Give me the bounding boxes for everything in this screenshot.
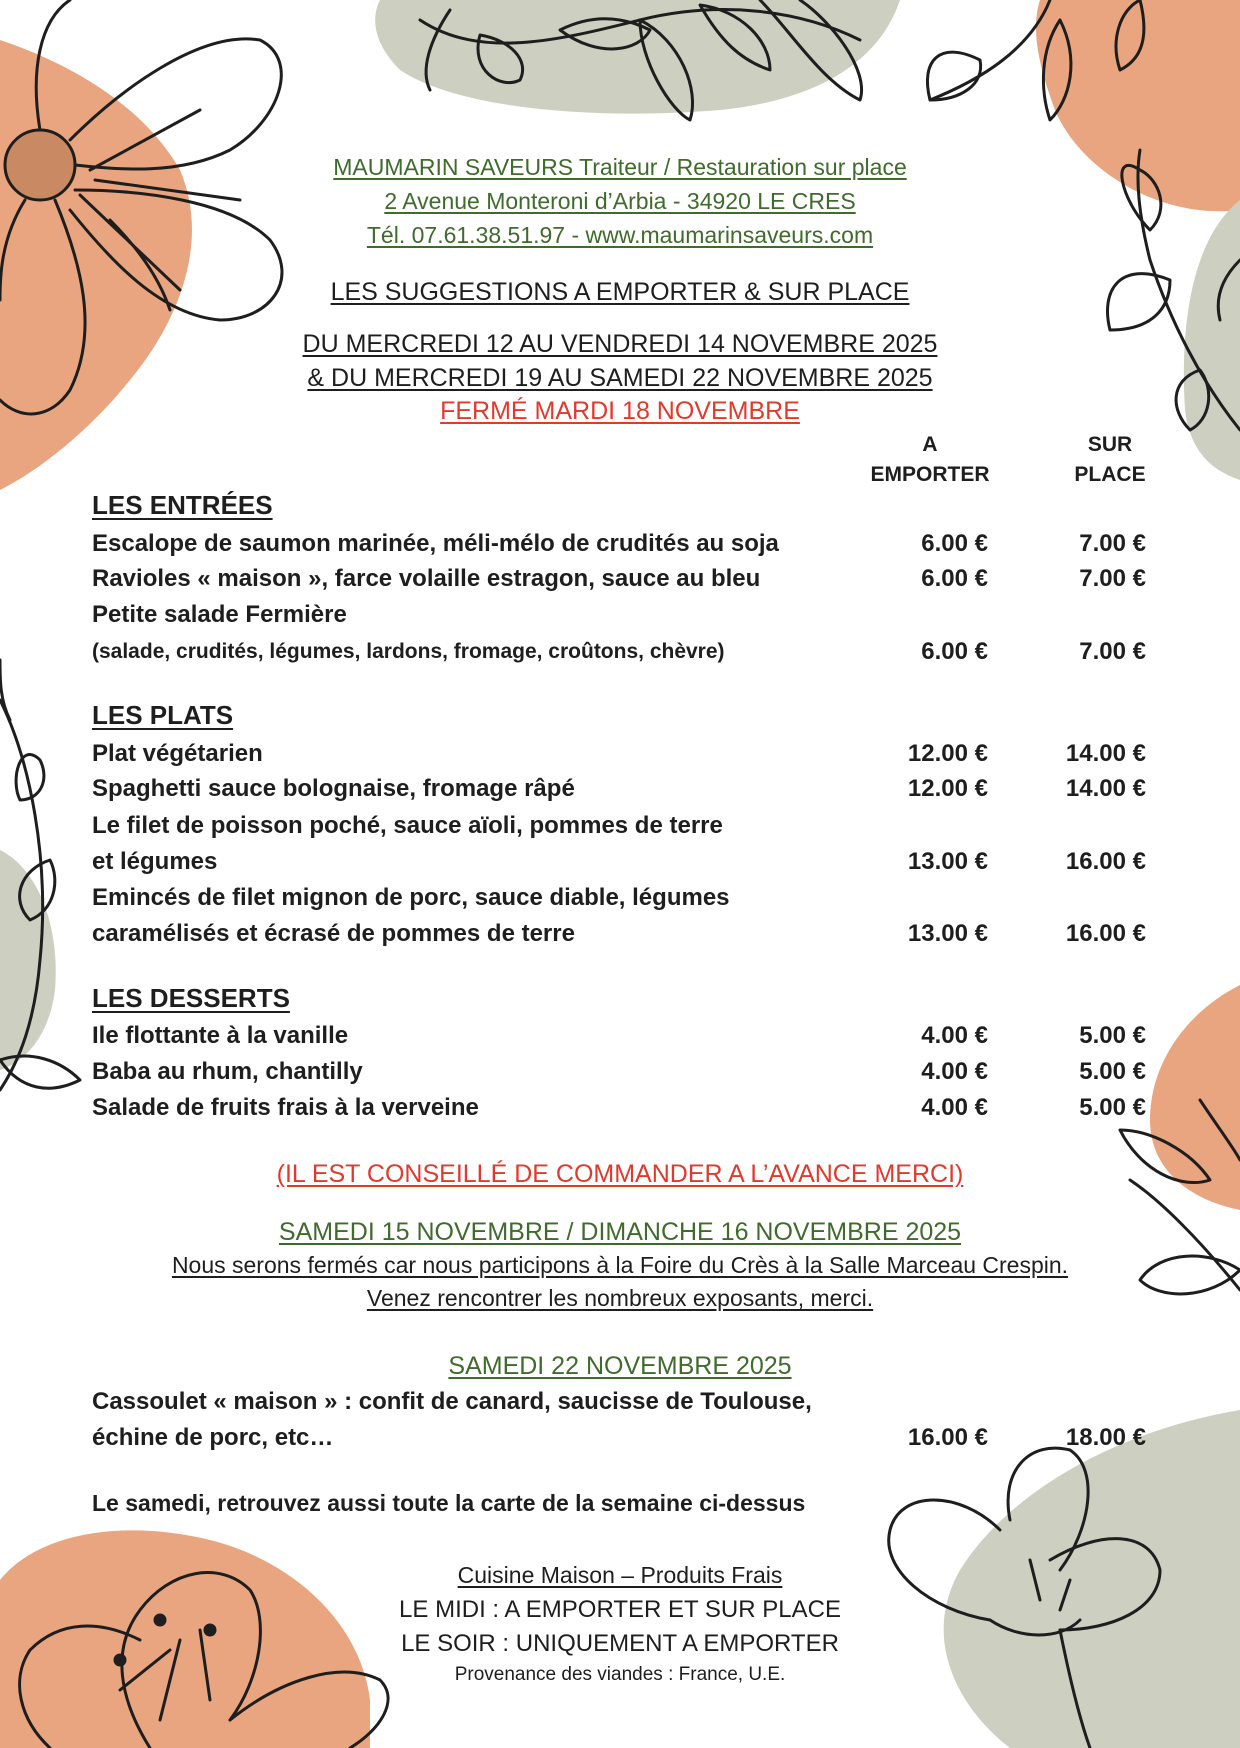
price-takeaway: 4.00 €	[921, 1094, 988, 1121]
weekend-invite-text: Venez rencontrer les nombreux exposants, merci.	[366, 1285, 874, 1311]
price-takeaway: 12.00 €	[907, 740, 988, 767]
section-heading-entrees: LES ENTRÉES	[92, 490, 273, 520]
price-onsite: 14.00 €	[1065, 740, 1146, 767]
price-takeaway: 6.00 €	[921, 565, 988, 592]
saturday-special-name-continued: échine de porc, etc…	[92, 1424, 334, 1451]
column-header-onsite-line2: PLACE	[1074, 463, 1146, 486]
menu-item-name-continued: caramélisés et écrasé de pommes de terre	[92, 920, 575, 947]
column-header-onsite-line1: SUR	[1087, 433, 1133, 456]
menu-item-name: Plat végétarien	[92, 740, 263, 767]
price-onsite: 7.00 €	[1079, 530, 1146, 557]
price-takeaway: 12.00 €	[907, 775, 988, 802]
menu-item-name: Emincés de filet mignon de porc, sauce diable, légumes	[92, 884, 730, 911]
restaurant-address: 2 Avenue Monteroni d’Arbia - 34920 LE CRES	[384, 188, 856, 214]
menu-item-name: Le filet de poisson poché, sauce aïoli, pommes de terre	[92, 812, 723, 839]
price-takeaway: 13.00 €	[907, 848, 988, 875]
menu-item-name: Baba au rhum, chantilly	[92, 1058, 363, 1085]
price-takeaway: 6.00 €	[921, 530, 988, 557]
price-takeaway: 4.00 €	[921, 1058, 988, 1085]
section-heading-plats: LES PLATS	[92, 700, 234, 730]
price-takeaway: 4.00 €	[921, 1022, 988, 1049]
column-header-takeaway	[855, 430, 1005, 490]
menu-item-detail: (salade, crudités, légumes, lardons, fromage, croûtons, chèvre)	[92, 640, 725, 663]
price-onsite: 5.00 €	[1079, 1094, 1146, 1121]
closed-notice: FERMÉ MARDI 18 NOVEMBRE	[440, 397, 800, 425]
price-takeaway: 16.00 €	[907, 1424, 988, 1451]
date-range-2: & DU MERCREDI 19 AU SAMEDI 22 NOVEMBRE 2025	[307, 364, 933, 392]
section-heading-desserts: LES DESSERTS	[92, 983, 290, 1013]
weekend-closure-text: Nous serons fermés car nous participons à la Foire du Crès à la Salle Marceau Crespin.	[171, 1252, 1069, 1278]
date-range-1: DU MERCREDI 12 AU VENDREDI 14 NOVEMBRE 2025	[302, 330, 938, 358]
column-header-onsite	[1035, 430, 1185, 490]
price-takeaway: 6.00 €	[921, 638, 988, 665]
footer-tagline: Cuisine Maison – Produits Frais	[457, 1562, 783, 1588]
footer-evening-info: LE SOIR : UNIQUEMENT A EMPORTER	[401, 1630, 839, 1657]
price-onsite: 5.00 €	[1079, 1058, 1146, 1085]
menu-item-name-continued: et légumes	[92, 848, 218, 875]
saturday-special-name: Cassoulet « maison » : confit de canard, saucisse de Toulouse,	[92, 1388, 812, 1415]
price-takeaway: 13.00 €	[907, 920, 988, 947]
price-onsite: 7.00 €	[1079, 565, 1146, 592]
column-header-takeaway-line2: EMPORTER	[870, 463, 990, 486]
price-onsite: 16.00 €	[1065, 920, 1146, 947]
order-advice: (IL EST CONSEILLÉ DE COMMANDER A L’AVANCE MERCI)	[276, 1160, 964, 1188]
weekend-heading: SAMEDI 15 NOVEMBRE / DIMANCHE 16 NOVEMBRE 2025	[278, 1218, 962, 1246]
menu-item-name: Salade de fruits frais à la verveine	[92, 1094, 479, 1121]
price-onsite: 14.00 €	[1065, 775, 1146, 802]
restaurant-contact: Tél. 07.61.38.51.97 - www.maumarinsaveurs.com	[366, 222, 874, 248]
price-onsite: 18.00 €	[1065, 1424, 1146, 1451]
restaurant-name: MAUMARIN SAVEURS Traiteur / Restauration sur place	[333, 154, 907, 180]
price-onsite: 5.00 €	[1079, 1022, 1146, 1049]
menu-item-name: Petite salade Fermière	[92, 601, 347, 628]
footer-meat-origin: Provenance des viandes : France, U.E.	[454, 1664, 786, 1685]
page-title: LES SUGGESTIONS A EMPORTER & SUR PLACE	[330, 278, 910, 306]
saturday-note: Le samedi, retrouvez aussi toute la carte de la semaine ci-dessus	[92, 1490, 806, 1516]
price-onsite: 16.00 €	[1065, 848, 1146, 875]
saturday-heading: SAMEDI 22 NOVEMBRE 2025	[448, 1352, 792, 1380]
menu-item-name: Ile flottante à la vanille	[92, 1022, 349, 1049]
menu-item-name: Ravioles « maison », farce volaille estragon, sauce au bleu	[92, 565, 761, 592]
menu-item-name: Escalope de saumon marinée, méli-mélo de crudités au soja	[92, 530, 779, 557]
menu-item-name: Spaghetti sauce bolognaise, fromage râpé	[92, 775, 575, 802]
column-header-takeaway-line1: A	[922, 433, 938, 456]
price-onsite: 7.00 €	[1079, 638, 1146, 665]
footer-lunch-info: LE MIDI : A EMPORTER ET SUR PLACE	[399, 1596, 841, 1623]
